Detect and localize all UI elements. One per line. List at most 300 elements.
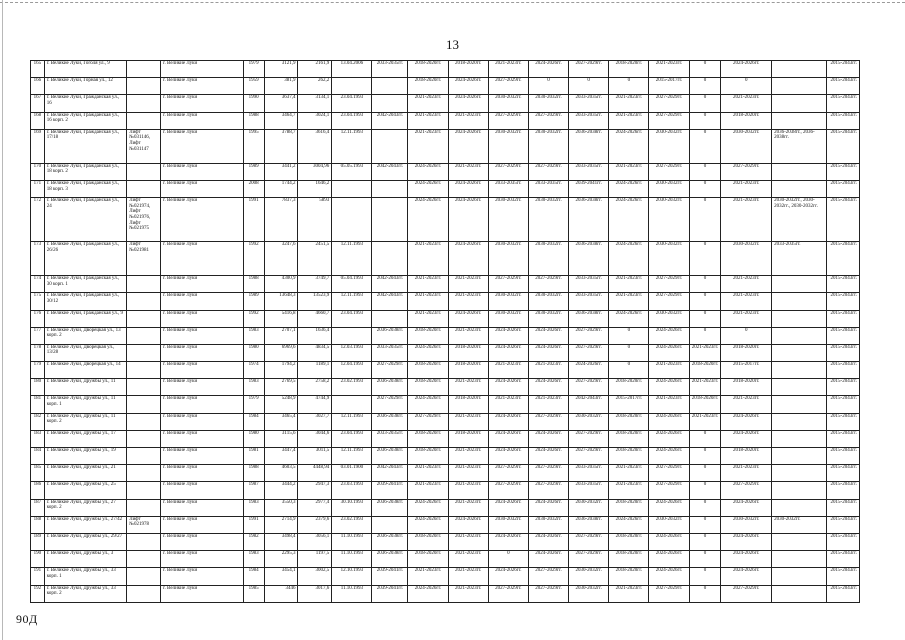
date-cell: 12.04.1993 xyxy=(332,362,372,379)
lift-cell xyxy=(127,362,161,379)
address-cell: г. Великие Луки, Гражданская ул., 16 xyxy=(44,95,126,112)
period-cell xyxy=(372,95,408,112)
period-cell: 2018-2020гг. xyxy=(689,362,721,379)
period-cell: 2030-2032гг. xyxy=(721,129,772,163)
period-cell: 2021-2023гг. xyxy=(408,482,448,499)
table-row xyxy=(31,129,860,163)
row-number: 187 xyxy=(31,499,45,516)
settlement-cell: г. Великие Луки xyxy=(161,585,243,602)
period-cell: 2027-2029гг. xyxy=(569,61,609,78)
total-area-cell: 4300,9 xyxy=(264,276,298,293)
year-cell: 1982 xyxy=(243,533,264,550)
year-cell: 1989 xyxy=(243,293,264,310)
period-cell: 2030-2032гг. xyxy=(488,310,528,327)
period-cell: 2018-2020гг. xyxy=(609,499,649,516)
row-number: 189 xyxy=(31,533,45,550)
period-cell: 2024-2026гг. xyxy=(528,344,568,361)
period-cell: 2030-2032гг. xyxy=(488,129,528,163)
period-cell: 2021-2023гг. xyxy=(448,293,488,310)
date-cell: 13.04.2006 xyxy=(332,61,372,78)
lift-cell: Лифт №021974, Лифт №021976, Лифт №021975 xyxy=(127,198,161,242)
row-number: 169 xyxy=(31,129,45,163)
year-cell: 1985 xyxy=(243,585,264,602)
period-cell: 0 xyxy=(689,533,721,550)
period-cell: 2024-2026гг. xyxy=(408,396,448,413)
period-cell: 2024-2026гг. xyxy=(488,379,528,396)
period-cell: 2021-2023гг. xyxy=(609,276,649,293)
period-cell: 2030-2032гг. xyxy=(649,180,689,197)
living-area-cell: 2977,4 xyxy=(298,499,332,516)
settlement-cell: г. Великие Луки xyxy=(161,78,243,95)
period-cell: 2024-2026гг. xyxy=(649,344,689,361)
date-cell: 23.04.1993 xyxy=(332,310,372,327)
period-cell: 2033-2035гг. xyxy=(569,163,609,180)
year-cell: 1990 xyxy=(243,95,264,112)
period-cell: 2024-2026гг. xyxy=(448,516,488,533)
table-row xyxy=(31,379,860,396)
period-cell: 2015-2017гг. xyxy=(649,78,689,95)
lift-period-cell xyxy=(772,413,827,430)
table-row xyxy=(31,112,860,129)
settlement-cell: г. Великие Луки xyxy=(161,198,243,242)
period-cell: 2027-2029гг. xyxy=(569,551,609,568)
period-cell: 2030-2032гг. xyxy=(528,310,568,327)
period-cell: 2033-2035гг. xyxy=(569,276,609,293)
table-row xyxy=(31,499,860,516)
date-cell: 11.10.1993 xyxy=(332,533,372,550)
settlement-cell: г. Великие Луки xyxy=(161,413,243,430)
period-cell: 2039-2041гг. xyxy=(372,482,408,499)
lift-cell xyxy=(127,327,161,344)
period-cell: 2027-2029гг. xyxy=(408,413,448,430)
period-cell: 2024-2026гг. xyxy=(408,198,448,242)
period-cell: 2027-2029гг. xyxy=(488,78,528,95)
date-cell: 23.04.1993 xyxy=(332,95,372,112)
living-area-cell: 3011,5 xyxy=(298,448,332,465)
address-cell: г. Великие Луки, Гражданская ул., 18 корп. 3 xyxy=(44,180,126,197)
total-area-cell: 3465,4 xyxy=(264,413,298,430)
period-cell: 2024-2026гг. xyxy=(649,551,689,568)
period-cell: 2024-2026гг. xyxy=(448,242,488,276)
period-cell: 0 xyxy=(689,242,721,276)
period-cell: 2027-2029гг. xyxy=(488,482,528,499)
lift-period-cell xyxy=(772,533,827,550)
table-row xyxy=(31,516,860,533)
period-cell: 2015-2017гг. xyxy=(609,396,649,413)
period-cell: 2042-2043гг. xyxy=(372,112,408,129)
row-number: 190 xyxy=(31,551,45,568)
lift-period-cell: 2030-2032гг. xyxy=(772,516,827,533)
overall-period-cell: 2015-2043гг. xyxy=(827,430,860,447)
lift-cell xyxy=(127,482,161,499)
year-cell: 1988 xyxy=(243,465,264,482)
period-cell: 2021-2023гг. xyxy=(408,276,448,293)
date-cell: 05.05.1993 xyxy=(332,163,372,180)
period-cell: 2027-2029гг. xyxy=(649,482,689,499)
date-cell xyxy=(332,180,372,197)
period-cell: 2027-2029гг. xyxy=(488,112,528,129)
period-cell: 2030-2032гг. xyxy=(488,293,528,310)
period-cell: 2021-2023гг. xyxy=(649,61,689,78)
overall-period-cell: 2015-2043гг. xyxy=(827,327,860,344)
lift-cell xyxy=(127,448,161,465)
period-cell: 2024-2026гг. xyxy=(649,413,689,430)
period-cell: 2018-2020гг. xyxy=(408,551,448,568)
period-cell: 0 xyxy=(689,448,721,465)
period-cell: 2018-2020гг. xyxy=(609,551,649,568)
period-cell: 2024-2026гг. xyxy=(488,499,528,516)
period-cell: 2024-2026гг. xyxy=(649,327,689,344)
total-area-cell: 3441,2 xyxy=(264,163,298,180)
lift-period-cell xyxy=(772,482,827,499)
period-cell: 2024-2026гг. xyxy=(408,344,448,361)
overall-period-cell: 2015-2043гг. xyxy=(827,276,860,293)
period-cell: 2021-2023гг. xyxy=(649,396,689,413)
period-cell: 2027-2029гг. xyxy=(488,465,528,482)
total-area-cell: 5248,9 xyxy=(264,396,298,413)
period-cell: 2042-2043гг. xyxy=(372,276,408,293)
total-area-cell: 3498,4 xyxy=(264,533,298,550)
total-area-cell: 3446 xyxy=(264,585,298,602)
period-cell: 0 xyxy=(528,78,568,95)
year-cell: 1983 xyxy=(243,499,264,516)
period-cell: 2018-2020гг. xyxy=(448,344,488,361)
period-cell: 2027-2029гг. xyxy=(649,585,689,602)
period-cell: 2024-2026гг. xyxy=(408,516,448,533)
overall-period-cell: 2015-2043гг. xyxy=(827,413,860,430)
date-cell: 11.10.1993 xyxy=(332,585,372,602)
lift-cell: Лифт №021978 xyxy=(127,516,161,533)
period-cell: 2039-2041гг. xyxy=(372,568,408,585)
period-cell: 2033-2035гг. xyxy=(569,482,609,499)
date-cell xyxy=(332,198,372,242)
year-cell: 1980 xyxy=(243,344,264,361)
living-area-cell: 2379,6 xyxy=(298,516,332,533)
period-cell: 2021-2023гг. xyxy=(721,276,772,293)
period-cell xyxy=(372,198,408,242)
period-cell: 2018-2020гг. xyxy=(408,379,448,396)
year-cell: 1989 xyxy=(243,163,264,180)
period-cell: 2027-2029гг. xyxy=(569,344,609,361)
living-area-cell: 3044,6 xyxy=(298,430,332,447)
year-cell: 1983 xyxy=(243,379,264,396)
period-cell: 2021-2023гг. xyxy=(448,112,488,129)
period-cell: 2018-2020гг. xyxy=(689,396,721,413)
settlement-cell: г. Великие Луки xyxy=(161,465,243,482)
period-cell: 2021-2023гг. xyxy=(448,568,488,585)
lift-period-cell xyxy=(772,327,827,344)
lift-period-cell xyxy=(772,310,827,327)
period-cell: 2036-2038гг. xyxy=(372,327,408,344)
period-cell: 2018-2020гг. xyxy=(408,78,448,95)
period-cell: 2033-2035гг. xyxy=(569,465,609,482)
period-cell: 2027-2029гг. xyxy=(528,465,568,482)
total-area-cell: 3115,6 xyxy=(264,430,298,447)
period-cell: 2033-2035гг. xyxy=(569,112,609,129)
overall-period-cell: 2015-2043гг. xyxy=(827,551,860,568)
period-cell: 2030-2032гг. xyxy=(528,129,568,163)
period-cell: 2021-2023гг. xyxy=(609,95,649,112)
settlement-cell: г. Великие Луки xyxy=(161,276,243,293)
living-area-cell: 3017,6 xyxy=(298,585,332,602)
settlement-cell: г. Великие Луки xyxy=(161,129,243,163)
period-cell: 2024-2026гг. xyxy=(488,413,528,430)
period-cell: 2018-2020гг. xyxy=(609,533,649,550)
period-cell: 2024-2026гг. xyxy=(488,430,528,447)
period-cell: 2030-2032гг. xyxy=(569,499,609,516)
row-number: 177 xyxy=(31,327,45,344)
period-cell: 2027-2029гг. xyxy=(528,568,568,585)
settlement-cell: г. Великие Луки xyxy=(161,499,243,516)
period-cell: 2024-2026гг. xyxy=(721,61,772,78)
lift-period-cell xyxy=(772,465,827,482)
overall-period-cell: 2015-2043гг. xyxy=(827,61,860,78)
settlement-cell: г. Великие Луки xyxy=(161,293,243,310)
period-cell: 2036-2038гг. xyxy=(569,242,609,276)
period-cell: 2042-2043гг. xyxy=(569,396,609,413)
period-cell: 0 xyxy=(689,95,721,112)
address-cell: г. Великие Луки, Гражданская ул., 30 корп. 1 xyxy=(44,276,126,293)
lift-cell xyxy=(127,585,161,602)
period-cell xyxy=(372,310,408,327)
lift-cell xyxy=(127,413,161,430)
settlement-cell: г. Великие Луки xyxy=(161,327,243,344)
lift-period-cell: 2030-2032гг., 2030-2032гг., 2030-2032гг. xyxy=(772,198,827,242)
date-cell xyxy=(332,78,372,95)
address-cell: г. Великие Луки, Горная ул., 12 xyxy=(44,78,126,95)
lift-cell xyxy=(127,310,161,327)
overall-period-cell: 2015-2043гг. xyxy=(827,465,860,482)
date-cell: 12.11.1993 xyxy=(332,242,372,276)
period-cell: 2021-2023гг. xyxy=(609,482,649,499)
period-cell: 2024-2026гг. xyxy=(408,585,448,602)
living-area-cell: 262,2 xyxy=(298,78,332,95)
overall-period-cell: 2015-2043гг. xyxy=(827,362,860,379)
period-cell: 2021-2023гг. xyxy=(689,379,721,396)
period-cell: 2021-2023гг. xyxy=(609,293,649,310)
period-cell: 2018-2020гг. xyxy=(408,61,448,78)
living-area-cell: 13523,9 xyxy=(298,293,332,310)
period-cell: 0 xyxy=(721,327,772,344)
living-area-cell: 4744,9 xyxy=(298,396,332,413)
settlement-cell: г. Великие Луки xyxy=(161,533,243,550)
table-row xyxy=(31,413,860,430)
year-cell: 1981 xyxy=(243,448,264,465)
row-number: 183 xyxy=(31,430,45,447)
period-cell: 0 xyxy=(689,465,721,482)
lift-cell xyxy=(127,78,161,95)
lift-cell: Лифт №021981 xyxy=(127,242,161,276)
period-cell: 2030-2032гг. xyxy=(649,129,689,163)
living-area-cell: 1636,4 xyxy=(298,327,332,344)
living-area-cell: 3749,7 xyxy=(298,276,332,293)
period-cell xyxy=(372,78,408,95)
table-row xyxy=(31,198,860,242)
settlement-cell: г. Великие Луки xyxy=(161,430,243,447)
living-area-cell: 2947,3 xyxy=(298,482,332,499)
overall-period-cell: 2015-2043гг. xyxy=(827,499,860,516)
period-cell: 2024-2026гг. xyxy=(448,129,488,163)
period-cell xyxy=(372,180,408,197)
period-cell: 2030-2032гг. xyxy=(528,242,568,276)
total-area-cell: 3247,6 xyxy=(264,242,298,276)
settlement-cell: г. Великие Луки xyxy=(161,362,243,379)
settlement-cell: г. Великие Луки xyxy=(161,95,243,112)
table-row xyxy=(31,585,860,602)
period-cell: 2030-2032гг. xyxy=(528,198,568,242)
lift-cell xyxy=(127,568,161,585)
period-cell: 2024-2026гг. xyxy=(408,180,448,197)
period-cell: 2021-2023гг. xyxy=(528,362,568,379)
period-cell: 2024-2026гг. xyxy=(488,344,528,361)
settlement-cell: г. Великие Луки xyxy=(161,112,243,129)
lift-cell: Лифт №031146, Лифт №031147 xyxy=(127,129,161,163)
row-number: 182 xyxy=(31,413,45,430)
period-cell: 2021-2023гг. xyxy=(721,465,772,482)
overall-period-cell: 2015-2043гг. xyxy=(827,112,860,129)
period-cell: 2018-2020гг. xyxy=(609,448,649,465)
period-cell: 2024-2026гг. xyxy=(488,568,528,585)
period-cell: 0 xyxy=(569,78,609,95)
period-cell: 2021-2023гг. xyxy=(448,276,488,293)
period-cell: 2024-2026гг. xyxy=(448,95,488,112)
period-cell: 2024-2026гг. xyxy=(649,499,689,516)
period-cell: 2027-2029гг. xyxy=(649,112,689,129)
period-cell: 2018-2020гг. xyxy=(609,61,649,78)
period-cell: 2036-2038гг. xyxy=(372,413,408,430)
living-area-cell: 4448,94 xyxy=(298,465,332,482)
total-area-cell: 3121,9 xyxy=(264,61,298,78)
period-cell: 2033-2035гг. xyxy=(372,61,408,78)
row-number: 166 xyxy=(31,78,45,95)
period-cell: 2030-2032гг. xyxy=(488,516,528,533)
living-area-cell: 3027,7 xyxy=(298,413,332,430)
date-cell: 03.01.1900 xyxy=(332,465,372,482)
settlement-cell: г. Великие Луки xyxy=(161,568,243,585)
period-cell: 2018-2020гг. xyxy=(609,379,649,396)
period-cell: 2021-2023гг. xyxy=(408,112,448,129)
address-cell: г. Великие Луки, Дворецкая ул., 13/28 xyxy=(44,344,126,361)
living-area-cell: 2161,9 xyxy=(298,61,332,78)
lift-period-cell xyxy=(772,379,827,396)
period-cell: 2024-2026гг. xyxy=(609,198,649,242)
row-number: 186 xyxy=(31,482,45,499)
period-cell: 2021-2023гг. xyxy=(721,396,772,413)
period-cell: 2027-2029гг. xyxy=(569,379,609,396)
period-cell: 2024-2026гг. xyxy=(488,533,528,550)
total-area-cell: 1744,2 xyxy=(264,180,298,197)
period-cell: 0 xyxy=(689,198,721,242)
overall-period-cell: 2015-2043гг. xyxy=(827,180,860,197)
year-cell: 1979 xyxy=(243,61,264,78)
row-number: 170 xyxy=(31,163,45,180)
period-cell: 0 xyxy=(609,327,649,344)
period-cell: 2027-2029гг. xyxy=(528,413,568,430)
overall-period-cell: 2015-2043гг. xyxy=(827,78,860,95)
period-cell: 2027-2029гг. xyxy=(488,585,528,602)
period-cell: 2024-2026гг. xyxy=(649,533,689,550)
address-cell: г. Великие Луки, Гражданская ул., 24 xyxy=(44,198,126,242)
period-cell: 2030-2032гг. xyxy=(528,293,568,310)
period-cell: 2030-2032гг. xyxy=(569,585,609,602)
lift-cell xyxy=(127,344,161,361)
row-number: 184 xyxy=(31,448,45,465)
period-cell: 0 xyxy=(689,61,721,78)
footer-mark: 90Д xyxy=(16,612,38,626)
settlement-cell: г. Великие Луки xyxy=(161,344,243,361)
period-cell: 2021-2023гг. xyxy=(649,362,689,379)
lift-cell xyxy=(127,180,161,197)
settlement-cell: г. Великие Луки xyxy=(161,61,243,78)
period-cell: 2021-2023гг. xyxy=(609,112,649,129)
lift-cell xyxy=(127,379,161,396)
period-cell: 2024-2026гг. xyxy=(649,379,689,396)
living-area-cell: 3002,5 xyxy=(298,568,332,585)
row-number: 191 xyxy=(31,568,45,585)
lift-period-cell xyxy=(772,430,827,447)
period-cell: 2021-2023гг. xyxy=(408,310,448,327)
address-cell: г. Великие Луки, Дружбы ул., 11 xyxy=(44,379,126,396)
period-cell: 2042-2043гг. xyxy=(372,293,408,310)
period-cell: 2024-2026гг. xyxy=(408,499,448,516)
overall-period-cell: 2015-2043гг. xyxy=(827,129,860,163)
table-row xyxy=(31,430,860,447)
row-number: 185 xyxy=(31,465,45,482)
period-cell: 2033-2035гг. xyxy=(569,293,609,310)
year-cell: 1983 xyxy=(243,327,264,344)
period-cell: 2021-2023гг. xyxy=(408,95,448,112)
year-cell: 1959 xyxy=(243,78,264,95)
settlement-cell: г. Великие Луки xyxy=(161,310,243,327)
overall-period-cell: 2015-2043гг. xyxy=(827,568,860,585)
living-area-cell: 3134,1 xyxy=(298,95,332,112)
lift-cell xyxy=(127,396,161,413)
total-area-cell: 381,9 xyxy=(264,78,298,95)
date-cell: 23.04.1993 xyxy=(332,430,372,447)
table-row xyxy=(31,163,860,180)
period-cell: 2024-2026гг. xyxy=(609,180,649,197)
period-cell: 2018-2020гг. xyxy=(448,362,488,379)
address-cell: г. Великие Луки, Дружбы ул., 27/42 xyxy=(44,516,126,533)
period-cell: 2024-2026гг. xyxy=(448,310,488,327)
date-cell: 12.03.1993 xyxy=(332,344,372,361)
row-number: 171 xyxy=(31,180,45,197)
period-cell: 2030-2032гг. xyxy=(569,568,609,585)
lift-period-cell xyxy=(772,78,827,95)
settlement-cell: г. Великие Луки xyxy=(161,379,243,396)
period-cell xyxy=(372,516,408,533)
lift-period-cell xyxy=(772,362,827,379)
period-cell: 0 xyxy=(689,430,721,447)
period-cell: 2024-2026гг. xyxy=(528,499,568,516)
lift-period-cell xyxy=(772,568,827,585)
living-area-cell: 3056,1 xyxy=(298,533,332,550)
table-row xyxy=(31,78,860,95)
period-cell: 0 xyxy=(689,516,721,533)
lift-period-cell xyxy=(772,448,827,465)
period-cell: 2024-2026гг. xyxy=(721,430,772,447)
period-cell: 2024-2026гг. xyxy=(408,163,448,180)
period-cell: 2033-2035гг. xyxy=(372,344,408,361)
period-cell: 2021-2023гг. xyxy=(721,95,772,112)
period-cell: 2027-2029гг. xyxy=(528,163,568,180)
row-number: 179 xyxy=(31,362,45,379)
period-cell: 2021-2023гг. xyxy=(448,379,488,396)
total-area-cell: 3788,7 xyxy=(264,129,298,163)
row-number: 192 xyxy=(31,585,45,602)
lift-period-cell xyxy=(772,61,827,78)
date-cell: 23.04.1993 xyxy=(332,112,372,129)
